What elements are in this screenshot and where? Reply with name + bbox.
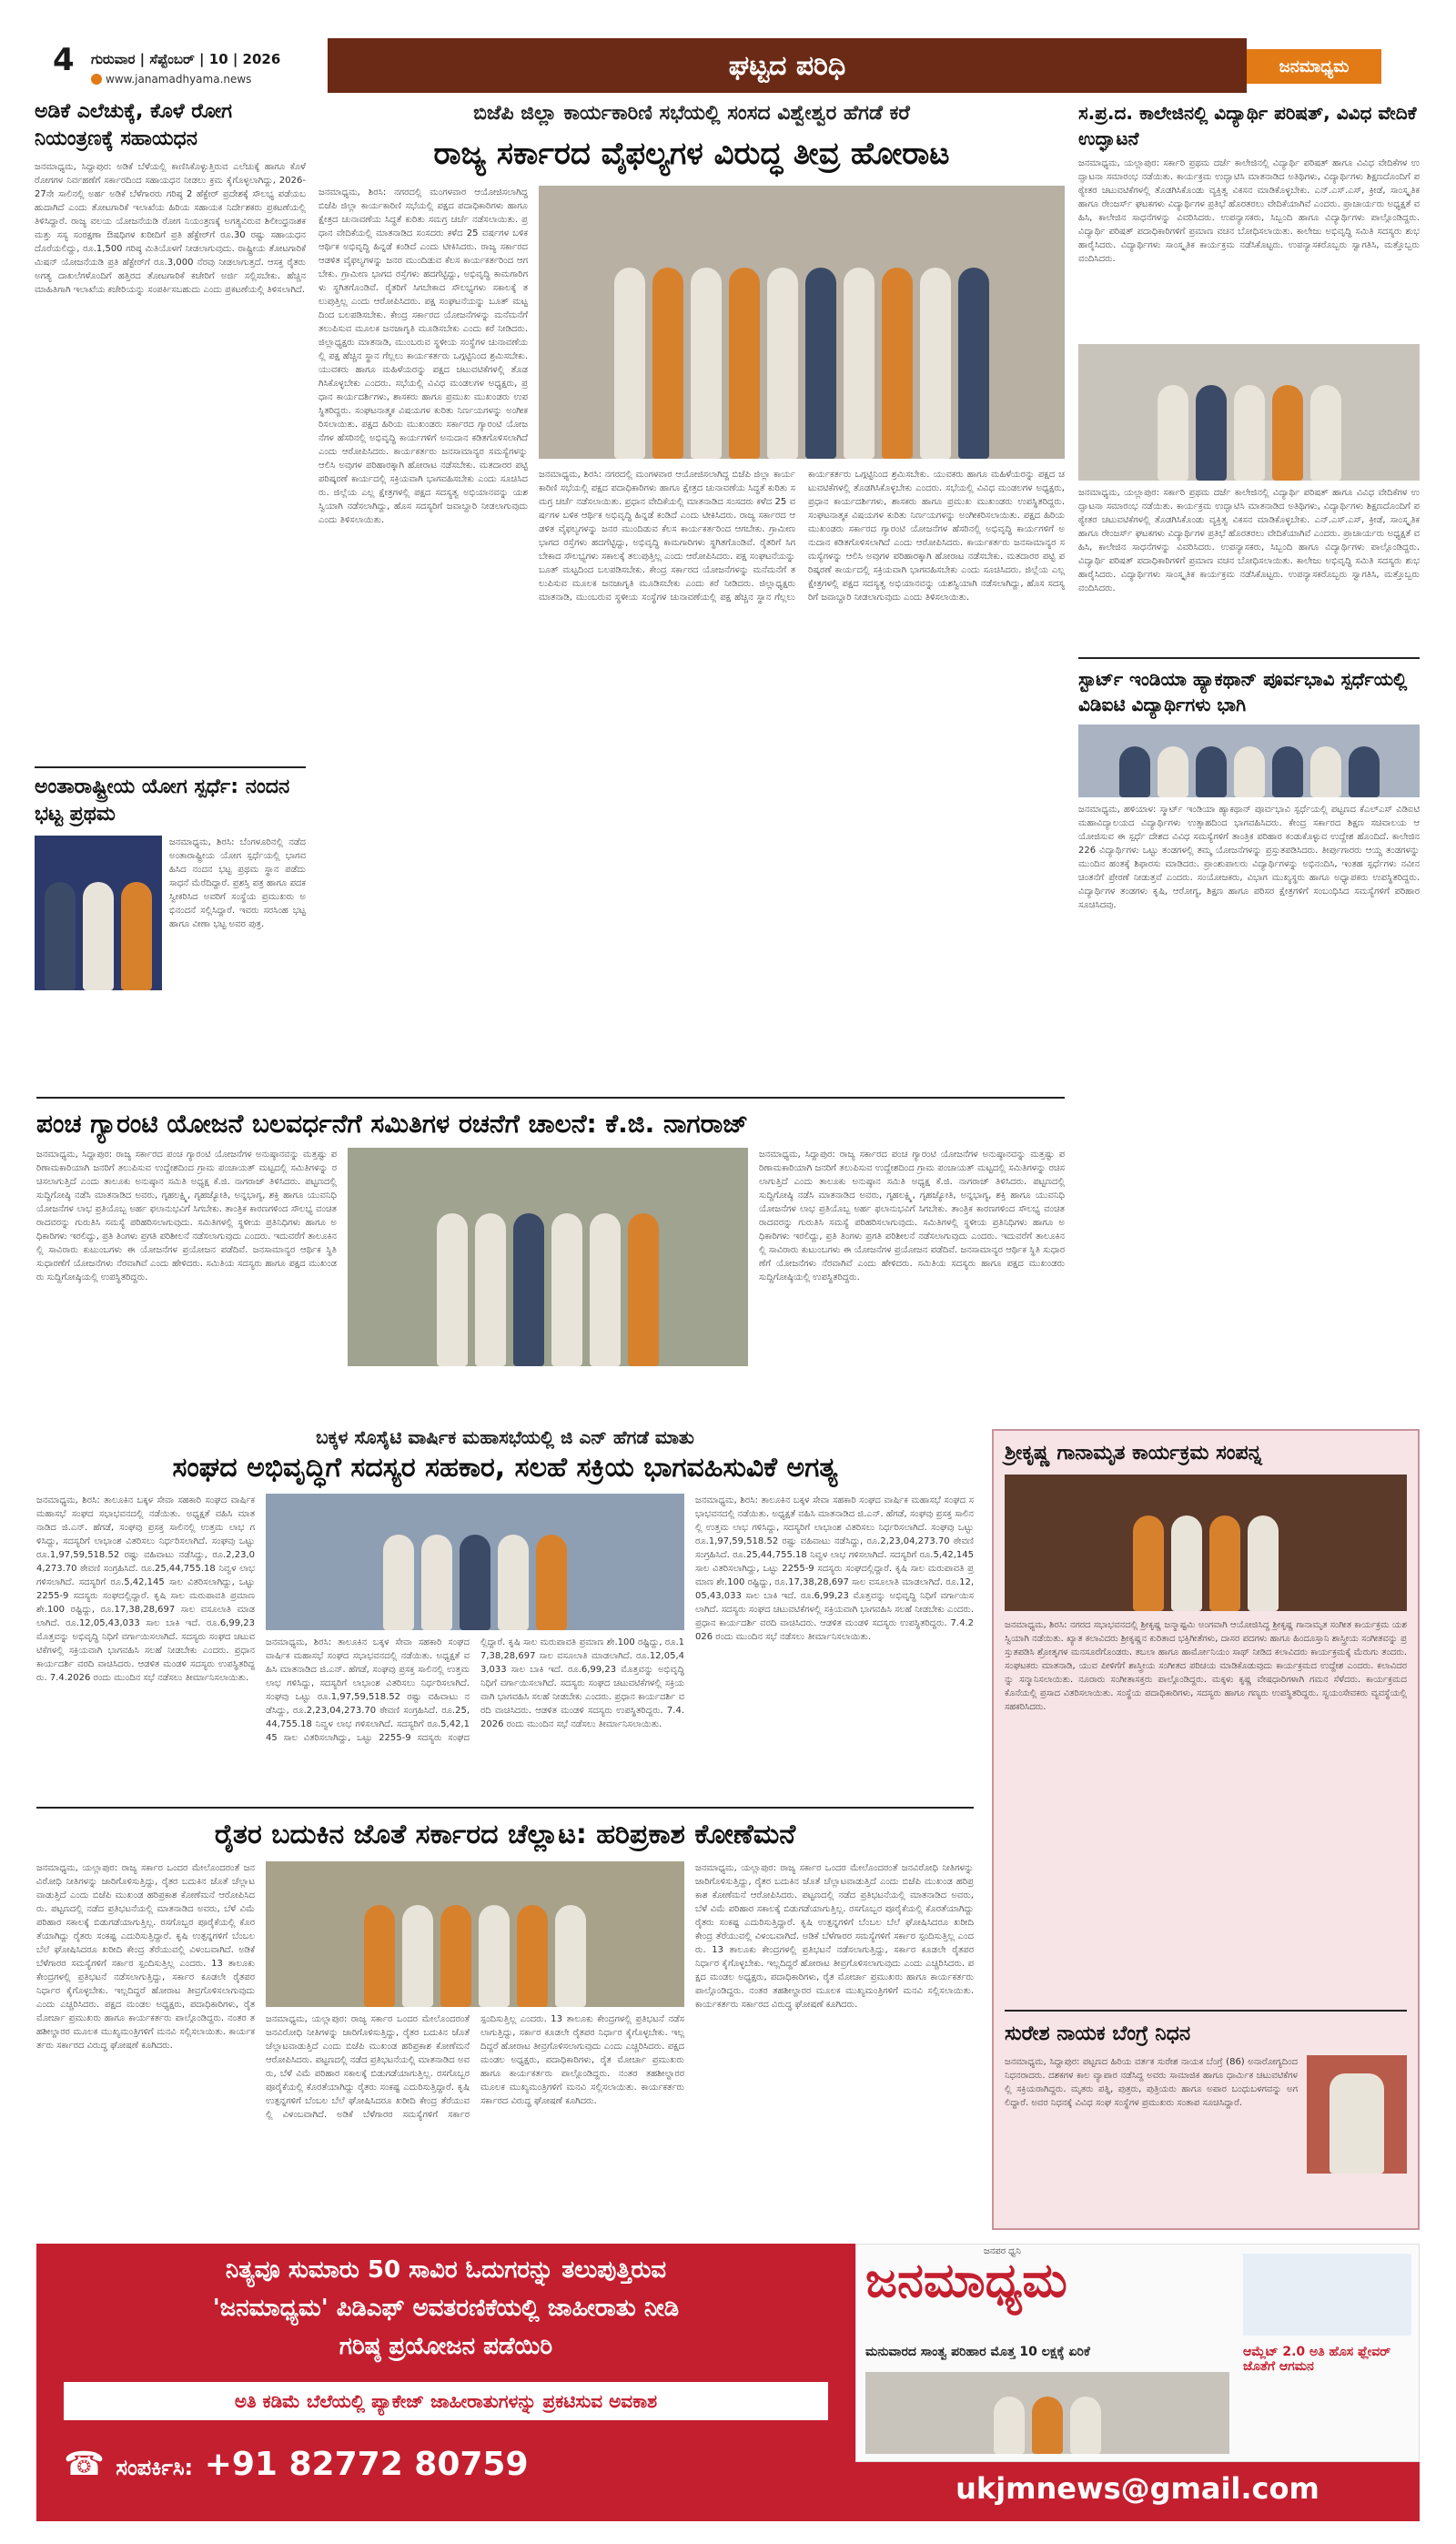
story-body: ಜನಮಾಧ್ಯಮ, ಸಿದ್ದಾಪುರ: ರಾಜ್ಯ ಸರ್ಕಾರದ ಪಂಚ ಗ್ಯಾರಂಟಿ ಯೋಜನೆಗಳ ಅನುಷ್ಠಾನವನ್ನು ಮತ್ತಷ್ಟು ಪರಿಣಾಮಕಾರಿಯಾಗಿ ಜನರಿಗೆ ತಲುಪಿಸುವ ಉದ್ದೇಶದಿಂದ ಗ್ರಾಮ ಪಂಚಾಯತ್ ಮಟ್ಟದಲ್ಲಿ ಸಮಿತಿಗಳನ್ನು ರಚಿಸಲಾಗುತ್ತಿದೆ ಎಂದು ತಾಲೂಕು ಅನುಷ್ಠಾನ ಸಮಿತಿ ಅಧ್ಯಕ್ಷ ಕೆ.ಜಿ. ನಾಗರಾಜ್ ತಿಳಿಸಿದರು. ಪಟ್ಟಣದಲ್ಲಿ ಸುದ್ದಿಗೋಷ್ಠಿ ನಡೆಸಿ ಮಾತನಾಡಿದ ಅವರು, ಗೃಹಲಕ್ಷ್ಮಿ, ಗೃಹಜ್ಯೋತಿ, ಅನ್ನಭಾಗ್ಯ, ಶಕ್ತಿ ಹಾಗೂ ಯುವನಿಧಿ ಯೋಜನೆಗಳ ಲಾಭ ಪ್ರತಿಯೊಬ್ಬ ಅರ್ಹ ಫಲಾನುಭವಿಗೆ ಸಿಗಬೇಕು. ತಾಂತ್ರಿಕ ಕಾರಣಗಳಿಂದ ಸೌಲಭ್ಯ ವಂಚಿತರಾದವರನ್ನು ಗುರುತಿಸಿ ಸಮಸ್ಯೆ ಪರಿಹರಿಸಲಾಗುವುದು. ಸಮಿತಿಗಳಲ್ಲಿ ಸ್ಥಳೀಯ ಪ್ರತಿನಿಧಿಗಳು ಹಾಗೂ ಅಧಿಕಾರಿಗಳು ಇರಲಿದ್ದು, ಪ್ರತಿ ತಿಂಗಳು ಪ್ರಗತಿ ಪರಿಶೀಲನೆ ನಡೆಸಲಾಗುವುದು ಎಂದರು. ಇದುವರೆಗೆ ತಾಲೂಕಿನಲ್ಲಿ ಸಾವಿರಾರು ಕುಟುಂಬಗಳು ಈ ಯೋಜನೆಗಳ ಪ್ರಯೋಜನ ಪಡೆದಿವೆ. ಜನಸಾಮಾನ್ಯರ ಆರ್ಥಿಕ ಸ್ಥಿತಿ ಸುಧಾರಣೆಗೆ ಯೋಜನೆಗಳು ನೆರವಾಗಿವೆ ಎಂದು ಹೇಳಿದರು. ಸಮಿತಿಯ ಸದಸ್ಯರು ಹಾಗೂ ಪಕ್ಷದ ಮುಖಂಡರು ಸುದ್ದಿಗೋಷ್ಠಿಯಲ್ಲಿ ಉಪಸ್ಥಿತರಿದ್ದರು. [36, 1150, 337, 1282]
section-title-bar [328, 38, 1247, 93]
story-body: ಜನಮಾಧ್ಯಮ, ಶಿರಸಿ: ನಗರದ ಸಭಾಭವನದಲ್ಲಿ ಶ್ರೀಕೃಷ್ಣ ಜನ್ಮಾಷ್ಟಮಿ ಅಂಗವಾಗಿ ಆಯೋಜಿಸಿದ್ದ ಶ್ರೀಕೃಷ್ಣ ಗಾನಾಮೃತ ಸಂಗೀತ ಕಾರ್ಯಕ್ರಮ ಯಶಸ್ವಿಯಾಗಿ ನಡೆಯಿತು. ಖ್ಯಾತ ಕಲಾವಿದರು ಶ್ರೀಕೃಷ್ಣನ ಕುರಿತಾದ ಭಕ್ತಿಗೀತೆಗಳು, ದಾಸರ ಪದಗಳು ಹಾಗೂ ಹಿಂದೂಸ್ತಾನಿ ಶಾಸ್ತ್ರೀಯ ಸಂಗೀತವನ್ನು ಪ್ರಸ್ತುತಪಡಿಸಿ ಶ್ರೋತೃಗಳ ಮನಸೂರೆಗೊಂಡರು. ತಬಲಾ ಹಾಗೂ ಹಾರ್ಮೋನಿಯಂ ಸಾಥ್ ನೀಡಿದ ಕಲಾವಿದರು ಕಾರ್ಯಕ್ರಮಕ್ಕೆ ಮೆರುಗು ತಂದರು. ಸಂಘಟಕರು ಮಾತನಾಡಿ, ಯುವ ಪೀಳಿಗೆಗೆ ಶಾಸ್ತ್ರೀಯ ಸಂಗೀತದ ಪರಿಚಯ ಮಾಡಿಕೊಡುವುದು ಕಾರ್ಯಕ್ರಮದ ಉದ್ದೇಶ ಎಂದರು. ಕಲಾವಿದರನ್ನು ಸನ್ಮಾನಿಸಲಾಯಿತು. ನೂರಾರು ಸಂಗೀತಾಸಕ್ತರು ಪಾಲ್ಗೊಂಡಿದ್ದರು. ಮಕ್ಕಳು ಕೃಷ್ಣ ವೇಷಧಾರಿಗಳಾಗಿ ಗಮನ ಸೆಳೆದರು. ಕಾರ್ಯಕ್ರಮದ ಕೊನೆಯಲ್ಲಿ ಪ್ರಸಾದ ವಿತರಿಸಲಾಯಿತು. ಸಂಸ್ಥೆಯ ಪದಾಧಿಕಾರಿಗಳು, ಸದಸ್ಯರು ಹಾಗೂ ಗಣ್ಯರು ಉಪಸ್ಥಿತರಿದ್ದರು. ಸ್ವಯಂಸೇವಕರು ವ್ಯವಸ್ಥೆಯಲ್ಲಿ ಸಹಕರಿಸಿದರು. [1005, 1620, 1407, 1712]
paper-headline-2: ಆಮ್ಲೆಟ್ 2.0 ಅತಿ ಹೊಸ ಫ್ಲೇವರ್ ಜೊತೆಗೆ ಆಗಮನ [1243, 2345, 1391, 2374]
ad-banner[interactable] [36, 2244, 1420, 2521]
photo-music-concert [1005, 1475, 1407, 1611]
story-body-continued: ಜನಮಾಧ್ಯಮ, ಶಿರಸಿ: ತಾಲೂಕಿನ ಬಕ್ಕಳ ಸೇವಾ ಸಹಕಾರಿ ಸಂಘದ ವಾರ್ಷಿಕ ಮಹಾಸಭೆ ಸಂಘದ ಸಭಾಭವನದಲ್ಲಿ ನಡೆಯಿತು. ಅಧ್ಯಕ್ಷತೆ ವಹಿಸಿ ಮಾತನಾಡಿದ ಜಿ.ಎನ್. ಹೆಗಡೆ, ಸಂಘವು ಪ್ರಸಕ್ತ ಸಾಲಿನಲ್ಲಿ ಉತ್ತಮ ಲಾಭ ಗಳಿಸಿದ್ದು, ಸದಸ್ಯರಿಗೆ ಲಾಭಾಂಶ ವಿತರಿಸಲು ನಿರ್ಧರಿಸಲಾಗಿದೆ. ಸಂಘವು ಒಟ್ಟು ರೂ.1,97,59,518.52 ರಷ್ಟು ವಹಿವಾಟು ನಡೆಸಿದ್ದು, ರೂ.2,23,04,273.70 ಠೇವಣಿ ಸಂಗ್ರಹಿಸಿದೆ. ರೂ.25,44,755.18 ನಿವ್ವಳ ಲಾಭ ಗಳಿಸಲಾಗಿದೆ. ಸದಸ್ಯರಿಗೆ ರೂ.5,42,145 ಸಾಲ ವಿತರಿಸಲಾಗಿದ್ದು, ಒಟ್ಟು 2255-9 ಸದಸ್ಯರು ಸಂಘದಲ್ಲಿದ್ದಾರೆ. ಕೃಷಿ ಸಾಲ ಮರುಪಾವತಿ ಪ್ರಮಾಣ ಶೇ.100 ರಷ್ಟಿದ್ದು, ರೂ.17,38,28,697 ಸಾಲ ವಸೂಲಾತಿ ಮಾಡಲಾಗಿದೆ. ರೂ.12,05,43,033 ಸಾಲ ಬಾಕಿ ಇದೆ. ರೂ.6,99,23 ಮೊತ್ತವನ್ನು ಅಭಿವೃದ್ಧಿ ನಿಧಿಗೆ ವರ್ಗಾಯಿಸಲಾಗಿದೆ. ಸದಸ್ಯರು ಸಂಘದ ಚಟುವಟಿಕೆಗಳಲ್ಲಿ ಸಕ್ರಿಯವಾಗಿ ಭಾಗವಹಿಸಿ ಸಲಹೆ ನೀಡಬೇಕು ಎಂದರು. ಪ್ರಧಾನ ಕಾರ್ಯದರ್ಶಿ ವರದಿ ವಾಚಿಸಿದರು. ಆಡಳಿತ ಮಂಡಳಿ ಸದಸ್ಯರು ಉಪಸ್ಥಿತರಿದ್ದರು. 7.4.2026 ರಂದು ಮುಂದಿನ ಸಭೆ ನಡೆಸಲು ತೀರ್ಮಾನಿಸಲಾಯಿತು. [695, 1495, 974, 1642]
story-headline: ಸಂಘದ ಅಭಿವೃದ್ಧಿಗೆ ಸದಸ್ಯರ ಸಹಕಾರ, ಸಲಹೆ ಸಕ್ರಿಯ ಭಾಗವಹಿಸುವಿಕೆ ಅಗತ್ಯ [172, 1452, 838, 1484]
paper-headline-1: ಮನುವಾರದ ಸಾಂತ್ವ ಪರಿಹಾರ ಮೊತ್ತ 10 ಲಕ್ಷಕ್ಕೆ ಏರಿಕೆ [865, 2345, 1090, 2359]
story-headline: ಅಂತಾರಾಷ್ಟ್ರೀಯ ಯೋಗ ಸ್ಪರ್ಧೆ: ನಂದನ ಭಟ್ಟ ಪ್ರಥಮ [35, 775, 290, 826]
story-headline: ಸುರೇಶ ನಾಯಕ ಬೆಂಗ್ರೆ ನಿಧನ [1005, 2022, 1191, 2045]
photo-obituary-portrait [1307, 2055, 1407, 2174]
story-kicker: ಬಿಜೆಪಿ ಜಿಲ್ಲಾ ಕಾರ್ಯಕಾರಿಣಿ ಸಭೆಯಲ್ಲಿ ಸಂಸದ ವಿಶ್ವೇಶ್ವರ ಹೆಗಡೆ ಕರೆ [473, 102, 910, 125]
music-obit-box [992, 1429, 1420, 2230]
paper-side-panel [1243, 2254, 1411, 2336]
story-body: ಜನಮಾಧ್ಯಮ, ಶಿರಸಿ: ಬೆಂಗಳೂರಿನಲ್ಲಿ ನಡೆದ ಅಂತಾರಾಷ್ಟ್ರೀಯ ಯೋಗ ಸ್ಪರ್ಧೆಯಲ್ಲಿ ಭಾಗವಹಿಸಿದ ನಂದನ ಭಟ್ಟ ಪ್ರಥಮ ಸ್ಥಾನ ಪಡೆದು ಸಾಧನೆ ಮೆರೆದಿದ್ದಾರೆ. ಪ್ರಶಸ್ತಿ ಪತ್ರ ಹಾಗೂ ಪದಕ ಸ್ವೀಕರಿಸಿದ ಅವರಿಗೆ ಸಂಸ್ಥೆಯ ಪ್ರಮುಖರು ಅಭಿನಂದನೆ ಸಲ್ಲಿಸಿದ್ದಾರೆ. ಇವರು ಸರಸಿಂಹ ಭಟ್ಟ ಹಾಗೂ ವೀಣಾ ಭಟ್ಟ ಅವರ ಪುತ್ರ. [169, 837, 306, 929]
story-kicker: ಬಕ್ಕಳ ಸೊಸೈಟಿ ವಾರ್ಷಿಕ ಮಹಾಸಭೆಯಲ್ಲಿ ಜಿ ಎನ್ ಹೆಗಡೆ ಮಾತು [316, 1426, 694, 1448]
right-column-top [1078, 100, 1420, 1092]
guarantee-story [36, 1097, 1065, 1370]
paper-photo [865, 2372, 1229, 2454]
story-body-continued: ಜನಮಾಧ್ಯಮ, ಶಿರಸಿ: ತಾಲೂಕಿನ ಬಕ್ಕಳ ಸೇವಾ ಸಹಕಾರಿ ಸಂಘದ ವಾರ್ಷಿಕ ಮಹಾಸಭೆ ಸಂಘದ ಸಭಾಭವನದಲ್ಲಿ ನಡೆಯಿತು. ಅಧ್ಯಕ್ಷತೆ ವಹಿಸಿ ಮಾತನಾಡಿದ ಜಿ.ಎನ್. ಹೆಗಡೆ, ಸಂಘವು ಪ್ರಸಕ್ತ ಸಾಲಿನಲ್ಲಿ ಉತ್ತಮ ಲಾಭ ಗಳಿಸಿದ್ದು, ಸದಸ್ಯರಿಗೆ ಲಾಭಾಂಶ ವಿತರಿಸಲು ನಿರ್ಧರಿಸಲಾಗಿದೆ. ಸಂಘವು ಒಟ್ಟು ರೂ.1,97,59,518.52 ರಷ್ಟು ವಹಿವಾಟು ನಡೆಸಿದ್ದು, ರೂ.2,23,04,273.70 ಠೇವಣಿ ಸಂಗ್ರಹಿಸಿದೆ. ರೂ.25,44,755.18 ನಿವ್ವಳ ಲಾಭ ಗಳಿಸಲಾಗಿದೆ. ಸದಸ್ಯರಿಗೆ ರೂ.5,42,145 ಸಾಲ ವಿತರಿಸಲಾಗಿದ್ದು, ಒಟ್ಟು 2255-9 ಸದಸ್ಯರು ಸಂಘದಲ್ಲಿದ್ದಾರೆ. ಕೃಷಿ ಸಾಲ ಮರುಪಾವತಿ ಪ್ರಮಾಣ ಶೇ.100 ರಷ್ಟಿದ್ದು, ರೂ.17,38,28,697 ಸಾಲ ವಸೂಲಾತಿ ಮಾಡಲಾಗಿದೆ. ರೂ.12,05,43,033 ಸಾಲ ಬಾಕಿ ಇದೆ. ರೂ.6,99,23 ಮೊತ್ತವನ್ನು ಅಭಿವೃದ್ಧಿ ನಿಧಿಗೆ ವರ್ಗಾಯಿಸಲಾಗಿದೆ. ಸದಸ್ಯರು ಸಂಘದ ಚಟುವಟಿಕೆಗಳಲ್ಲಿ ಸಕ್ರಿಯವಾಗಿ ಭಾಗವಹಿಸಿ ಸಲಹೆ ನೀಡಬೇಕು ಎಂದರು. ಪ್ರಧಾನ ಕಾರ್ಯದರ್ಶಿ ವರದಿ ವಾಚಿಸಿದರು. ಆಡಳಿತ ಮಂಡಳಿ ಸದಸ್ಯರು ಉಪಸ್ಥಿತರಿದ್ದರು. 7.4.2026 ರಂದು ಮುಂದಿನ ಸಭೆ ನಡೆಸಲು ತೀರ್ಮಾನಿಸಲಾಯಿತು. [266, 1637, 684, 1743]
ad-line-2: 'ಜನಮಾಧ್ಯಮ' ಪಿಡಿಎಫ್ ಅವತರಣಿಕೆಯಲ್ಲಿ ಜಾಹೀರಾತು ನೀಡಿ [212, 2295, 680, 2322]
ad-highlight: ಅತಿ ಕಡಿಮೆ ಬೆಲೆಯಲ್ಲಿ ಪ್ಯಾಕೇಜ್ ಜಾಹೀರಾತುಗಳನ್ನು ಪ್ರಕಟಿಸುವ ಅವಕಾಶ [64, 2382, 828, 2420]
photo-yoga-winner [35, 836, 162, 990]
story-body: ಜನಮಾಧ್ಯಮ, ಹಳಿಯಾಳ: ಸ್ಮಾರ್ಟ್ ಇಂಡಿಯಾ ಹ್ಯಾಕಥಾನ್ ಪೂರ್ವಭಾವಿ ಸ್ಪರ್ಧೆಯಲ್ಲಿ ಪಟ್ಟಣದ ಕೆಎಲ್‌ಎಸ್ ವಿಡಿಐಟಿ ಮಹಾವಿದ್ಯಾಲಯದ ವಿದ್ಯಾರ್ಥಿಗಳು ಉತ್ಸಾಹದಿಂದ ಭಾಗವಹಿಸಿದರು. ಕೇಂದ್ರ ಸರ್ಕಾರದ ಶಿಕ್ಷಣ ಸಚಿವಾಲಯ ಆಯೋಜಿಸುವ ಈ ಸ್ಪರ್ಧೆ ದೇಶದ ವಿವಿಧ ಸಮಸ್ಯೆಗಳಿಗೆ ತಾಂತ್ರಿಕ ಪರಿಹಾರ ಕಂಡುಕೊಳ್ಳುವ ಉದ್ದೇಶ ಹೊಂದಿದೆ. ಕಾಲೇಜಿನ 226 ವಿದ್ಯಾರ್ಥಿಗಳು ಒಟ್ಟು ತಂಡಗಳಲ್ಲಿ ತಮ್ಮ ಯೋಜನೆಗಳನ್ನು ಪ್ರಸ್ತುತಪಡಿಸಿದರು. ತೀರ್ಪುಗಾರರು ಆಯ್ದ ತಂಡಗಳನ್ನು ಮುಂದಿನ ಹಂತಕ್ಕೆ ಶಿಫಾರಸು ಮಾಡಿದರು. ಪ್ರಾಂಶುಪಾಲರು ವಿದ್ಯಾರ್ಥಿಗಳನ್ನು ಅಭಿನಂದಿಸಿ, ಇಂತಹ ಸ್ಪರ್ಧೆಗಳು ನವೀನ ಚಿಂತನೆಗೆ ಪ್ರೇರಣೆ ನೀಡುತ್ತವೆ ಎಂದರು. ಸಂಯೋಜಕರು, ವಿಭಾಗ ಮುಖ್ಯಸ್ಥರು ಹಾಗೂ ಅಧ್ಯಾಪಕರು ಉಪಸ್ಥಿತರಿದ್ದರು. ವಿದ್ಯಾರ್ಥಿಗಳ ತಂಡಗಳು ಕೃಷಿ, ಆರೋಗ್ಯ, ಶಿಕ್ಷಣ ಹಾಗೂ ಪರಿಸರ ಕ್ಷೇತ್ರಗಳಿಗೆ ಸಂಬಂಧಿಸಿದ ಸಮಸ್ಯೆಗಳಿಗೆ ಪರಿಹಾರ ಸೂಚಿಸಿದವು. [1078, 805, 1420, 910]
globe-icon [91, 74, 102, 85]
society-story [36, 1424, 974, 1798]
story-body-continued: ಜನಮಾಧ್ಯಮ, ಯಲ್ಲಾಪುರ: ಸರ್ಕಾರಿ ಪ್ರಥಮ ದರ್ಜೆ ಕಾಲೇಜಿನಲ್ಲಿ ವಿದ್ಯಾರ್ಥಿ ಪರಿಷತ್ ಹಾಗೂ ವಿವಿಧ ವೇದಿಕೆಗಳ ಉದ್ಘಾಟನಾ ಸಮಾರಂಭ ನಡೆಯಿತು. ಕಾರ್ಯಕ್ರಮ ಉದ್ಘಾಟಿಸಿ ಮಾತನಾಡಿದ ಅತಿಥಿಗಳು, ವಿದ್ಯಾರ್ಥಿಗಳು ಶಿಕ್ಷಣದೊಂದಿಗೆ ಪಠ್ಯೇತರ ಚಟುವಟಿಕೆಗಳಲ್ಲಿ ತೊಡಗಿಸಿಕೊಂಡು ವ್ಯಕ್ತಿತ್ವ ವಿಕಸನ ಮಾಡಿಕೊಳ್ಳಬೇಕು. ಎನ್.ಎಸ್.ಎಸ್, ಕ್ರೀಡೆ, ಸಾಂಸ್ಕೃತಿಕ ಹಾಗೂ ರೇಂಜರ್ಸ್ ಘಟಕಗಳು ವಿದ್ಯಾರ್ಥಿಗಳ ಪ್ರತಿಭೆ ಹೊರತರಲು ವೇದಿಕೆಯಾಗಿವೆ ಎಂದರು. ಪ್ರಾಚಾರ್ಯರು ಅಧ್ಯಕ್ಷತೆ ವಹಿಸಿ, ಕಾಲೇಜಿನ ಸಾಧನೆಗಳನ್ನು ವಿವರಿಸಿದರು. ಉಪನ್ಯಾಸಕರು, ಸಿಬ್ಬಂದಿ ಹಾಗೂ ವಿದ್ಯಾರ್ಥಿಗಳು ಪಾಲ್ಗೊಂಡಿದ್ದರು. ವಿದ್ಯಾರ್ಥಿ ಪರಿಷತ್ ಪದಾಧಿಕಾರಿಗಳಿಗೆ ಪ್ರಮಾಣ ವಚನ ಬೋಧಿಸಲಾಯಿತು. ಕಾಲೇಜು ಅಭಿವೃದ್ಧಿ ಸಮಿತಿ ಸದಸ್ಯರು ಶುಭ ಹಾರೈಸಿದರು. ವಿದ್ಯಾರ್ಥಿಗಳು ಸಾಂಸ್ಕೃತಿಕ ಕಾರ್ಯಕ್ರಮ ನಡೆಸಿಕೊಟ್ಟರು. ಉಪನ್ಯಾಸಕರೊಬ್ಬರು ಸ್ವಾಗತಿಸಿ, ಮತ್ತೊಬ್ಬರು ವಂದಿಸಿದರು. [1078, 488, 1420, 593]
story-headline: ಅಡಿಕೆ ಎಲೆಚುಕ್ಕೆ, ಕೊಳೆ ರೋಗ ನಿಯಂತ್ರಣಕ್ಕೆ ಸಹಾಯಧನ [35, 100, 233, 150]
ad-contact[interactable] [64, 2446, 828, 2483]
ad-email[interactable]: ukjmnews@gmail.com [956, 2471, 1320, 2506]
brand-label: ಜನಮಾಧ್ಯಮ [1279, 56, 1350, 76]
farmers-story [36, 1807, 974, 2235]
photo-college-event [1078, 344, 1420, 481]
story-headline: ಶ್ರೀಕೃಷ್ಣ ಗಾನಾಮೃತ ಕಾರ್ಯಕ್ರಮ ಸಂಪನ್ನ [1005, 1442, 1262, 1465]
story-headline: ರೈತರ ಬದುಕಿನ ಜೊತೆ ಸರ್ಕಾರದ ಚೆಲ್ಲಾಟ: ಹರಿಪ್ರಕಾಶ ಕೋಣೆಮನೆ [214, 1819, 796, 1850]
photo-hackathon [1078, 725, 1420, 797]
story-body: ಜನಮಾಧ್ಯಮ, ಸಿದ್ದಾಪುರ: ಪಟ್ಟಣದ ಹಿರಿಯ ವರ್ತಕ ಸುರೇಶ ನಾಯಕ ಬೆಂಗ್ರೆ (86) ಅನಾರೋಗ್ಯದಿಂದ ನಿಧನರಾದರು. ದಶಕಗಳ ಕಾಲ ವ್ಯಾಪಾರ ನಡೆಸಿದ್ದ ಅವರು ಸಾಮಾಜಿಕ ಹಾಗೂ ಧಾರ್ಮಿಕ ಚಟುವಟಿಕೆಗಳಲ್ಲಿ ಸಕ್ರಿಯರಾಗಿದ್ದರು. ಮೃತರು ಪತ್ನಿ, ಪುತ್ರರು, ಪುತ್ರಿಯರು ಹಾಗೂ ಅಪಾರ ಬಂಧುಬಳಗವನ್ನು ಅಗಲಿದ್ದಾರೆ. ಅವರ ನಿಧನಕ್ಕೆ ವಿವಿಧ ಸಂಘ ಸಂಸ್ಥೆಗಳ ಪ್ರಮುಖರು ಸಂತಾಪ ಸೂಚಿಸಿದ್ದಾರೆ. [1005, 2057, 1298, 2108]
section-title: ಘಟ್ಟದ ಪರಿಧಿ [728, 49, 846, 82]
brand-tab [1247, 49, 1381, 84]
date-line: ಗುರುವಾರ | ಸೆಪ್ಟೆಂಬರ್ | 10 | 2026 [91, 51, 281, 67]
story-headline: ಪಂಚ ಗ್ಯಾರಂಟಿ ಯೋಜನೆ ಬಲವರ್ಧನೆಗೆ ಸಮಿತಿಗಳ ರಚನೆಗೆ ಚಾಲನೆ: ಕೆ.ಜಿ. ನಾಗರಾಜ್ [36, 1109, 749, 1139]
divider [1078, 657, 1420, 659]
story-body: ಜನಮಾಧ್ಯಮ, ಯಲ್ಲಾಪುರ: ಸರ್ಕಾರಿ ಪ್ರಥಮ ದರ್ಜೆ ಕಾಲೇಜಿನಲ್ಲಿ ವಿದ್ಯಾರ್ಥಿ ಪರಿಷತ್ ಹಾಗೂ ವಿವಿಧ ವೇದಿಕೆಗಳ ಉದ್ಘಾಟನಾ ಸಮಾರಂಭ ನಡೆಯಿತು. ಕಾರ್ಯಕ್ರಮ ಉದ್ಘಾಟಿಸಿ ಮಾತನಾಡಿದ ಅತಿಥಿಗಳು, ವಿದ್ಯಾರ್ಥಿಗಳು ಶಿಕ್ಷಣದೊಂದಿಗೆ ಪಠ್ಯೇತರ ಚಟುವಟಿಕೆಗಳಲ್ಲಿ ತೊಡಗಿಸಿಕೊಂಡು ವ್ಯಕ್ತಿತ್ವ ವಿಕಸನ ಮಾಡಿಕೊಳ್ಳಬೇಕು. ಎನ್.ಎಸ್.ಎಸ್, ಕ್ರೀಡೆ, ಸಾಂಸ್ಕೃತಿಕ ಹಾಗೂ ರೇಂಜರ್ಸ್ ಘಟಕಗಳು ವಿದ್ಯಾರ್ಥಿಗಳ ಪ್ರತಿಭೆ ಹೊರತರಲು ವೇದಿಕೆಯಾಗಿವೆ ಎಂದರು. ಪ್ರಾಚಾರ್ಯರು ಅಧ್ಯಕ್ಷತೆ ವಹಿಸಿ, ಕಾಲೇಜಿನ ಸಾಧನೆಗಳನ್ನು ವಿವರಿಸಿದರು. ಉಪನ್ಯಾಸಕರು, ಸಿಬ್ಬಂದಿ ಹಾಗೂ ವಿದ್ಯಾರ್ಥಿಗಳು ಪಾಲ್ಗೊಂಡಿದ್ದರು. ವಿದ್ಯಾರ್ಥಿ ಪರಿಷತ್ ಪದಾಧಿಕಾರಿಗಳಿಗೆ ಪ್ರಮಾಣ ವಚನ ಬೋಧಿಸಲಾಯಿತು. ಕಾಲೇಜು ಅಭಿವೃದ್ಧಿ ಸಮಿತಿ ಸದಸ್ಯರು ಶುಭ ಹಾರೈಸಿದರು. ವಿದ್ಯಾರ್ಥಿಗಳು ಸಾಂಸ್ಕೃತಿಕ ಕಾರ್ಯಕ್ರಮ ನಡೆಸಿಕೊಟ್ಟರು. ಉಪನ್ಯಾಸಕರೊಬ್ಬರು ಸ್ವಾಗತಿಸಿ, ಮತ್ತೊಬ್ಬರು ವಂದಿಸಿದರು. [1078, 158, 1420, 264]
story-body-continued: ಜನಮಾಧ್ಯಮ, ಯಲ್ಲಾಪುರ: ರಾಜ್ಯ ಸರ್ಕಾರ ಒಂದರ ಮೇಲೊಂದರಂತೆ ಜನವಿರೋಧಿ ನೀತಿಗಳನ್ನು ಜಾರಿಗೊಳಿಸುತ್ತಿದ್ದು, ರೈತರ ಬದುಕಿನ ಜೊತೆ ಚೆಲ್ಲಾಟವಾಡುತ್ತಿದೆ ಎಂದು ಬಿಜೆಪಿ ಮುಖಂಡ ಹರಿಪ್ರಕಾಶ ಕೋಣೆಮನೆ ಆರೋಪಿಸಿದರು. ಪಟ್ಟಣದಲ್ಲಿ ನಡೆದ ಪ್ರತಿಭಟನೆಯಲ್ಲಿ ಮಾತನಾಡಿದ ಅವರು, ಬೆಳೆ ವಿಮೆ ಪರಿಹಾರ ಸಕಾಲಕ್ಕೆ ಬಿಡುಗಡೆಯಾಗುತ್ತಿಲ್ಲ. ರಸಗೊಬ್ಬರ ಪೂರೈಕೆಯಲ್ಲಿ ಕೊರತೆಯಾಗಿದ್ದು ರೈತರು ಸಂಕಷ್ಟ ಎದುರಿಸುತ್ತಿದ್ದಾರೆ. ಕೃಷಿ ಉತ್ಪನ್ನಗಳಿಗೆ ಬೆಂಬಲ ಬೆಲೆ ಘೋಷಿಸಿದರೂ ಖರೀದಿ ಕೇಂದ್ರ ತೆರೆಯುವಲ್ಲಿ ವಿಳಂಬವಾಗಿದೆ. ಅಡಿಕೆ ಬೆಳೆಗಾರರ ಸಮಸ್ಯೆಗಳಿಗೆ ಸರ್ಕಾರ ಸ್ಪಂದಿಸುತ್ತಿಲ್ಲ ಎಂದರು. 13 ತಾಲೂಕು ಕೇಂದ್ರಗಳಲ್ಲಿ ಪ್ರತಿಭಟನೆ ನಡೆಸಲಾಗುತ್ತಿದ್ದು, ಸರ್ಕಾರ ಕೂಡಲೇ ರೈತಪರ ನಿರ್ಧಾರ ಕೈಗೊಳ್ಳಬೇಕು. ಇಲ್ಲದಿದ್ದರೆ ಹೋರಾಟ ತೀವ್ರಗೊಳಿಸಲಾಗುವುದು ಎಂದು ಎಚ್ಚರಿಸಿದರು. ಪಕ್ಷದ ಮಂಡಲ ಅಧ್ಯಕ್ಷರು, ಪದಾಧಿಕಾರಿಗಳು, ರೈತ ಮೋರ್ಚಾ ಪ್ರಮುಖರು ಹಾಗೂ ಕಾರ್ಯಕರ್ತರು ಪಾಲ್ಗೊಂಡಿದ್ದರು. ನಂತರ ತಹಶೀಲ್ದಾರರ ಮೂಲಕ ಮುಖ್ಯಮಂತ್ರಿಗಳಿಗೆ ಮನವಿ ಸಲ್ಲಿಸಲಾಯಿತು. ಕಾರ್ಯಕರ್ತರು ಸರ್ಕಾರದ ವಿರುದ್ಧ ಘೋಷಣೆ ಕೂಗಿದರು. [266, 2014, 684, 2120]
contact-phone[interactable]: +91 82772 80759 [204, 2446, 529, 2483]
ad-text-block [36, 2244, 855, 2521]
photo-society-meeting [266, 1494, 684, 1630]
photo-bjp-meeting [539, 186, 1065, 459]
story-headline: ರಾಜ್ಯ ಸರ್ಕಾರದ ವೈಫಲ್ಯಗಳ ವಿರುದ್ಧ ತೀವ್ರ ಹೋರಾಟ [433, 136, 950, 172]
photo-press-meet [348, 1148, 748, 1366]
story-body-continued: ಜನಮಾಧ್ಯಮ, ಸಿದ್ದಾಪುರ: ರಾಜ್ಯ ಸರ್ಕಾರದ ಪಂಚ ಗ್ಯಾರಂಟಿ ಯೋಜನೆಗಳ ಅನುಷ್ಠಾನವನ್ನು ಮತ್ತಷ್ಟು ಪರಿಣಾಮಕಾರಿಯಾಗಿ ಜನರಿಗೆ ತಲುಪಿಸುವ ಉದ್ದೇಶದಿಂದ ಗ್ರಾಮ ಪಂಚಾಯತ್ ಮಟ್ಟದಲ್ಲಿ ಸಮಿತಿಗಳನ್ನು ರಚಿಸಲಾಗುತ್ತಿದೆ ಎಂದು ತಾಲೂಕು ಅನುಷ್ಠಾನ ಸಮಿತಿ ಅಧ್ಯಕ್ಷ ಕೆ.ಜಿ. ನಾಗರಾಜ್ ತಿಳಿಸಿದರು. ಪಟ್ಟಣದಲ್ಲಿ ಸುದ್ದಿಗೋಷ್ಠಿ ನಡೆಸಿ ಮಾತನಾಡಿದ ಅವರು, ಗೃಹಲಕ್ಷ್ಮಿ, ಗೃಹಜ್ಯೋತಿ, ಅನ್ನಭಾಗ್ಯ, ಶಕ್ತಿ ಹಾಗೂ ಯುವನಿಧಿ ಯೋಜನೆಗಳ ಲಾಭ ಪ್ರತಿಯೊಬ್ಬ ಅರ್ಹ ಫಲಾನುಭವಿಗೆ ಸಿಗಬೇಕು. ತಾಂತ್ರಿಕ ಕಾರಣಗಳಿಂದ ಸೌಲಭ್ಯ ವಂಚಿತರಾದವರನ್ನು ಗುರುತಿಸಿ ಸಮಸ್ಯೆ ಪರಿಹರಿಸಲಾಗುವುದು. ಸಮಿತಿಗಳಲ್ಲಿ ಸ್ಥಳೀಯ ಪ್ರತಿನಿಧಿಗಳು ಹಾಗೂ ಅಧಿಕಾರಿಗಳು ಇರಲಿದ್ದು, ಪ್ರತಿ ತಿಂಗಳು ಪ್ರಗತಿ ಪರಿಶೀಲನೆ ನಡೆಸಲಾಗುವುದು ಎಂದರು. ಇದುವರೆಗೆ ತಾಲೂಕಿನಲ್ಲಿ ಸಾವಿರಾರು ಕುಟುಂಬಗಳು ಈ ಯೋಜನೆಗಳ ಪ್ರಯೋಜನ ಪಡೆದಿವೆ. ಜನಸಾಮಾನ್ಯರ ಆರ್ಥಿಕ ಸ್ಥಿತಿ ಸುಧಾರಣೆಗೆ ಯೋಜನೆಗಳು ನೆರವಾಗಿವೆ ಎಂದು ಹೇಳಿದರು. ಸಮಿತಿಯ ಸದಸ್ಯರು ಹಾಗೂ ಪಕ್ಷದ ಮುಖಂಡರು ಸುದ್ದಿಗೋಷ್ಠಿಯಲ್ಲಿ ಉಪಸ್ಥಿತರಿದ್ದರು. [759, 1150, 1065, 1282]
story-body-continued: ಜನಮಾಧ್ಯಮ, ಯಲ್ಲಾಪುರ: ರಾಜ್ಯ ಸರ್ಕಾರ ಒಂದರ ಮೇಲೊಂದರಂತೆ ಜನವಿರೋಧಿ ನೀತಿಗಳನ್ನು ಜಾರಿಗೊಳಿಸುತ್ತಿದ್ದು, ರೈತರ ಬದುಕಿನ ಜೊತೆ ಚೆಲ್ಲಾಟವಾಡುತ್ತಿದೆ ಎಂದು ಬಿಜೆಪಿ ಮುಖಂಡ ಹರಿಪ್ರಕಾಶ ಕೋಣೆಮನೆ ಆರೋಪಿಸಿದರು. ಪಟ್ಟಣದಲ್ಲಿ ನಡೆದ ಪ್ರತಿಭಟನೆಯಲ್ಲಿ ಮಾತನಾಡಿದ ಅವರು, ಬೆಳೆ ವಿಮೆ ಪರಿಹಾರ ಸಕಾಲಕ್ಕೆ ಬಿಡುಗಡೆಯಾಗುತ್ತಿಲ್ಲ. ರಸಗೊಬ್ಬರ ಪೂರೈಕೆಯಲ್ಲಿ ಕೊರತೆಯಾಗಿದ್ದು ರೈತರು ಸಂಕಷ್ಟ ಎದುರಿಸುತ್ತಿದ್ದಾರೆ. ಕೃಷಿ ಉತ್ಪನ್ನಗಳಿಗೆ ಬೆಂಬಲ ಬೆಲೆ ಘೋಷಿಸಿದರೂ ಖರೀದಿ ಕೇಂದ್ರ ತೆರೆಯುವಲ್ಲಿ ವಿಳಂಬವಾಗಿದೆ. ಅಡಿಕೆ ಬೆಳೆಗಾರರ ಸಮಸ್ಯೆಗಳಿಗೆ ಸರ್ಕಾರ ಸ್ಪಂದಿಸುತ್ತಿಲ್ಲ ಎಂದರು. 13 ತಾಲೂಕು ಕೇಂದ್ರಗಳಲ್ಲಿ ಪ್ರತಿಭಟನೆ ನಡೆಸಲಾಗುತ್ತಿದ್ದು, ಸರ್ಕಾರ ಕೂಡಲೇ ರೈತಪರ ನಿರ್ಧಾರ ಕೈಗೊಳ್ಳಬೇಕು. ಇಲ್ಲದಿದ್ದರೆ ಹೋರಾಟ ತೀವ್ರಗೊಳಿಸಲಾಗುವುದು ಎಂದು ಎಚ್ಚರಿಸಿದರು. ಪಕ್ಷದ ಮಂಡಲ ಅಧ್ಯಕ್ಷರು, ಪದಾಧಿಕಾರಿಗಳು, ರೈತ ಮೋರ್ಚಾ ಪ್ರಮುಖರು ಹಾಗೂ ಕಾರ್ಯಕರ್ತರು ಪಾಲ್ಗೊಂಡಿದ್ದರು. ನಂತರ ತಹಶೀಲ್ದಾರರ ಮೂಲಕ ಮುಖ್ಯಮಂತ್ರಿಗಳಿಗೆ ಮನವಿ ಸಲ್ಲಿಸಲಾಯಿತು. ಕಾರ್ಯಕರ್ತರು ಸರ್ಕಾರದ ವಿರುದ್ಧ ಘೋಷಣೆ ಕೂಗಿದರು. [695, 1863, 974, 2010]
website-url[interactable]: www.janamadhyama.news [106, 73, 252, 86]
ad-line-1: ನಿತ್ಯವೂ ಸುಮಾರು 50 ಸಾವಿರ ಓದುಗರನ್ನು ತಲುಪುತ್ತಿರುವ [225, 2256, 667, 2284]
story-body-continued: ಜನಮಾಧ್ಯಮ, ಶಿರಸಿ: ನಗರದಲ್ಲಿ ಮಂಗಳವಾರ ಆಯೋಜಿಸಲಾಗಿದ್ದ ಬಿಜೆಪಿ ಜಿಲ್ಲಾ ಕಾರ್ಯಕಾರಿಣಿ ಸಭೆಯಲ್ಲಿ ಪಕ್ಷದ ಪದಾಧಿಕಾರಿಗಳು ಹಾಗೂ ಕ್ಷೇತ್ರದ ಚುನಾವಣೆಯ ಸಿದ್ಧತೆ ಕುರಿತು ಸಮಗ್ರ ಚರ್ಚೆ ನಡೆಸಲಾಯಿತು. ಪ್ರಧಾನ ವೇದಿಕೆಯಲ್ಲಿ ಮಾತನಾಡಿದ ಸಂಸದರು ಕಳೆದ 25 ವರ್ಷಗಳ ಬಳಿಕ ಆರ್ಥಿಕ ಅಭಿವೃದ್ಧಿ ಹಿನ್ನಡೆ ಕಂಡಿದೆ ಎಂದು ಟೀಕಿಸಿದರು. ರಾಜ್ಯ ಸರ್ಕಾರದ ಆಡಳಿತ ವೈಫಲ್ಯಗಳನ್ನು ಜನರ ಮುಂದಿಡುವ ಕೆಲಸ ಕಾರ್ಯಕರ್ತರಿಂದ ಆಗಬೇಕು. ಗ್ರಾಮೀಣ ಭಾಗದ ರಸ್ತೆಗಳು ಹದಗೆಟ್ಟಿದ್ದು, ಅಭಿವೃದ್ಧಿ ಕಾಮಗಾರಿಗಳು ಸ್ಥಗಿತಗೊಂಡಿವೆ. ರೈತರಿಗೆ ಸಿಗಬೇಕಾದ ಸೌಲಭ್ಯಗಳು ಸಕಾಲಕ್ಕೆ ತಲುಪುತ್ತಿಲ್ಲ ಎಂದು ಆರೋಪಿಸಿದರು. ಪಕ್ಷ ಸಂಘಟನೆಯನ್ನು ಬೂತ್ ಮಟ್ಟದಿಂದ ಬಲಪಡಿಸಬೇಕು. ಕೇಂದ್ರ ಸರ್ಕಾರದ ಯೋಜನೆಗಳನ್ನು ಮನೆಮನೆಗೆ ತಲುಪಿಸುವ ಮೂಲಕ ಜನಜಾಗೃತಿ ಮೂಡಿಸಬೇಕು ಎಂದು ಕರೆ ನೀಡಿದರು. ಜಿಲ್ಲಾಧ್ಯಕ್ಷರು ಮಾತನಾಡಿ, ಮುಂಬರುವ ಸ್ಥಳೀಯ ಸಂಸ್ಥೆಗಳ ಚುನಾವಣೆಯಲ್ಲಿ ಪಕ್ಷ ಹೆಚ್ಚಿನ ಸ್ಥಾನ ಗೆಲ್ಲಲು ಕಾರ್ಯಕರ್ತರು ಒಗ್ಗಟ್ಟಿನಿಂದ ಶ್ರಮಿಸಬೇಕು. ಯುವಕರು ಹಾಗೂ ಮಹಿಳೆಯರನ್ನು ಪಕ್ಷದ ಚಟುವಟಿಕೆಗಳಲ್ಲಿ ತೊಡಗಿಸಿಕೊಳ್ಳಬೇಕು ಎಂದರು. ಸಭೆಯಲ್ಲಿ ವಿವಿಧ ಮಂಡಲಗಳ ಅಧ್ಯಕ್ಷರು, ಪ್ರಧಾನ ಕಾರ್ಯದರ್ಶಿಗಳು, ಶಾಸಕರು ಹಾಗೂ ಪ್ರಮುಖ ಮುಖಂಡರು ಉಪಸ್ಥಿತರಿದ್ದರು. ಸಂಘಟನಾತ್ಮಕ ವಿಷಯಗಳ ಕುರಿತು ನಿರ್ಣಯಗಳನ್ನು ಅಂಗೀಕರಿಸಲಾಯಿತು. ಪಕ್ಷದ ಹಿರಿಯ ಮುಖಂಡರು ಸರ್ಕಾರದ ಗ್ಯಾರಂಟಿ ಯೋಜನೆಗಳ ಹೆಸರಿನಲ್ಲಿ ಅಭಿವೃದ್ಧಿ ಕಾರ್ಯಗಳಿಗೆ ಅನುದಾನ ಕಡಿತಗೊಳಿಸಲಾಗಿದೆ ಎಂದು ಆರೋಪಿಸಿದರು. ಕಾರ್ಯಕರ್ತರು ಜನಸಾಮಾನ್ಯರ ಸಮಸ್ಯೆಗಳನ್ನು ಆಲಿಸಿ ಅವುಗಳ ಪರಿಹಾರಕ್ಕಾಗಿ ಹೋರಾಟ ನಡೆಸಬೇಕು. ಮತದಾರರ ಪಟ್ಟಿ ಪರಿಷ್ಕರಣೆ ಕಾರ್ಯದಲ್ಲಿ ಸಕ್ರಿಯವಾಗಿ ಭಾಗವಹಿಸಬೇಕು ಎಂದು ಸೂಚಿಸಿದರು. ಜಿಲ್ಲೆಯ ಎಲ್ಲ ಕ್ಷೇತ್ರಗಳಲ್ಲಿ ಪಕ್ಷದ ಸದಸ್ಯತ್ವ ಅಭಿಯಾನವನ್ನು ಯಶಸ್ವಿಯಾಗಿ ನಡೆಸಲಾಗಿದ್ದು, ಹೊಸ ಸದಸ್ಯರಿಗೆ ಜವಾಬ್ದಾರಿ ನೀಡಲಾಗುವುದು ಎಂದು ತಿಳಿಸಲಾಯಿತು. [539, 470, 1065, 603]
story-body: ಜನಮಾಧ್ಯಮ, ಶಿರಸಿ: ತಾಲೂಕಿನ ಬಕ್ಕಳ ಸೇವಾ ಸಹಕಾರಿ ಸಂಘದ ವಾರ್ಷಿಕ ಮಹಾಸಭೆ ಸಂಘದ ಸಭಾಭವನದಲ್ಲಿ ನಡೆಯಿತು. ಅಧ್ಯಕ್ಷತೆ ವಹಿಸಿ ಮಾತನಾಡಿದ ಜಿ.ಎನ್. ಹೆಗಡೆ, ಸಂಘವು ಪ್ರಸಕ್ತ ಸಾಲಿನಲ್ಲಿ ಉತ್ತಮ ಲಾಭ ಗಳಿಸಿದ್ದು, ಸದಸ್ಯರಿಗೆ ಲಾಭಾಂಶ ವಿತರಿಸಲು ನಿರ್ಧರಿಸಲಾಗಿದೆ. ಸಂಘವು ಒಟ್ಟು ರೂ.1,97,59,518.52 ರಷ್ಟು ವಹಿವಾಟು ನಡೆಸಿದ್ದು, ರೂ.2,23,04,273.70 ಠೇವಣಿ ಸಂಗ್ರಹಿಸಿದೆ. ರೂ.25,44,755.18 ನಿವ್ವಳ ಲಾಭ ಗಳಿಸಲಾಗಿದೆ. ಸದಸ್ಯರಿಗೆ ರೂ.5,42,145 ಸಾಲ ವಿತರಿಸಲಾಗಿದ್ದು, ಒಟ್ಟು 2255-9 ಸದಸ್ಯರು ಸಂಘದಲ್ಲಿದ್ದಾರೆ. ಕೃಷಿ ಸಾಲ ಮರುಪಾವತಿ ಪ್ರಮಾಣ ಶೇ.100 ರಷ್ಟಿದ್ದು, ರೂ.17,38,28,697 ಸಾಲ ವಸೂಲಾತಿ ಮಾಡಲಾಗಿದೆ. ರೂ.12,05,43,033 ಸಾಲ ಬಾಕಿ ಇದೆ. ರೂ.6,99,23 ಮೊತ್ತವನ್ನು ಅಭಿವೃದ್ಧಿ ನಿಧಿಗೆ ವರ್ಗಾಯಿಸಲಾಗಿದೆ. ಸದಸ್ಯರು ಸಂಘದ ಚಟುವಟಿಕೆಗಳಲ್ಲಿ ಸಕ್ರಿಯವಾಗಿ ಭಾಗವಹಿಸಿ ಸಲಹೆ ನೀಡಬೇಕು ಎಂದರು. ಪ್ರಧಾನ ಕಾರ್ಯದರ್ಶಿ ವರದಿ ವಾಚಿಸಿದರು. ಆಡಳಿತ ಮಂಡಳಿ ಸದಸ್ಯರು ಉಪಸ್ಥಿತರಿದ್ದರು. 7.4.2026 ರಂದು ಮುಂದಿನ ಸಭೆ ನಡೆಸಲು ತೀರ್ಮಾನಿಸಲಾಯಿತು. [36, 1495, 255, 1683]
divider [35, 766, 306, 768]
newspaper-preview [855, 2244, 1420, 2462]
story-headline: ಸ.ಪ್ರ.ದ. ಕಾಲೇಜಿನಲ್ಲಿ ವಿದ್ಯಾರ್ಥಿ ಪರಿಷತ್, ವಿವಿಧ ವೇದಿಕೆ ಉದ್ಘಾಟನೆ [1078, 102, 1417, 149]
contact-label: ಸಂಪರ್ಕಿಸಿ: [116, 2455, 194, 2480]
divider [1005, 2010, 1407, 2012]
page-number: 4 [53, 42, 75, 78]
story-body: ಜನಮಾಧ್ಯಮ, ಯಲ್ಲಾಪುರ: ರಾಜ್ಯ ಸರ್ಕಾರ ಒಂದರ ಮೇಲೊಂದರಂತೆ ಜನವಿರೋಧಿ ನೀತಿಗಳನ್ನು ಜಾರಿಗೊಳಿಸುತ್ತಿದ್ದು, ರೈತರ ಬದುಕಿನ ಜೊತೆ ಚೆಲ್ಲಾಟವಾಡುತ್ತಿದೆ ಎಂದು ಬಿಜೆಪಿ ಮುಖಂಡ ಹರಿಪ್ರಕಾಶ ಕೋಣೆಮನೆ ಆರೋಪಿಸಿದರು. ಪಟ್ಟಣದಲ್ಲಿ ನಡೆದ ಪ್ರತಿಭಟನೆಯಲ್ಲಿ ಮಾತನಾಡಿದ ಅವರು, ಬೆಳೆ ವಿಮೆ ಪರಿಹಾರ ಸಕಾಲಕ್ಕೆ ಬಿಡುಗಡೆಯಾಗುತ್ತಿಲ್ಲ. ರಸಗೊಬ್ಬರ ಪೂರೈಕೆಯಲ್ಲಿ ಕೊರತೆಯಾಗಿದ್ದು ರೈತರು ಸಂಕಷ್ಟ ಎದುರಿಸುತ್ತಿದ್ದಾರೆ. ಕೃಷಿ ಉತ್ಪನ್ನಗಳಿಗೆ ಬೆಂಬಲ ಬೆಲೆ ಘೋಷಿಸಿದರೂ ಖರೀದಿ ಕೇಂದ್ರ ತೆರೆಯುವಲ್ಲಿ ವಿಳಂಬವಾಗಿದೆ. ಅಡಿಕೆ ಬೆಳೆಗಾರರ ಸಮಸ್ಯೆಗಳಿಗೆ ಸರ್ಕಾರ ಸ್ಪಂದಿಸುತ್ತಿಲ್ಲ ಎಂದರು. 13 ತಾಲೂಕು ಕೇಂದ್ರಗಳಲ್ಲಿ ಪ್ರತಿಭಟನೆ ನಡೆಸಲಾಗುತ್ತಿದ್ದು, ಸರ್ಕಾರ ಕೂಡಲೇ ರೈತಪರ ನಿರ್ಧಾರ ಕೈಗೊಳ್ಳಬೇಕು. ಇಲ್ಲದಿದ್ದರೆ ಹೋರಾಟ ತೀವ್ರಗೊಳಿಸಲಾಗುವುದು ಎಂದು ಎಚ್ಚರಿಸಿದರು. ಪಕ್ಷದ ಮಂಡಲ ಅಧ್ಯಕ್ಷರು, ಪದಾಧಿಕಾರಿಗಳು, ರೈತ ಮೋರ್ಚಾ ಪ್ರಮುಖರು ಹಾಗೂ ಕಾರ್ಯಕರ್ತರು ಪಾಲ್ಗೊಂಡಿದ್ದರು. ನಂತರ ತಹಶೀಲ್ದಾರರ ಮೂಲಕ ಮುಖ್ಯಮಂತ್ರಿಗಳಿಗೆ ಮನವಿ ಸಲ್ಲಿಸಲಾಯಿತು. ಕಾರ್ಯಕರ್ತರು ಸರ್ಕಾರದ ವಿರುದ್ಧ ಘೋಷಣೆ ಕೂಗಿದರು. [36, 1863, 255, 2051]
story-body: ಜನಮಾಧ್ಯಮ, ಸಿದ್ದಾಪುರ: ಅಡಿಕೆ ಬೆಳೆಯಲ್ಲಿ ಕಾಣಿಸಿಕೊಳ್ಳುತ್ತಿರುವ ಎಲೆಚುಕ್ಕೆ ಹಾಗೂ ಕೊಳೆ ರೋಗಗಳ ನಿರ್ವಹಣೆಗೆ ಸರ್ಕಾರದಿಂದ ಸಹಾಯಧನ ನೀಡಲು ಕ್ರಮ ಕೈಗೊಳ್ಳಲಾಗಿದ್ದು, 2026-27ನೇ ಸಾಲಿನಲ್ಲಿ ಅರ್ಹ ಅಡಿಕೆ ಬೆಳೆಗಾರರು ಗರಿಷ್ಠ 2 ಹೆಕ್ಟೇರ್ ಪ್ರದೇಶಕ್ಕೆ ಸೌಲಭ್ಯ ಪಡೆಯಬಹುದಾಗಿದೆ ಎಂದು ತೋಟಗಾರಿಕೆ ಇಲಾಖೆಯ ಹಿರಿಯ ಸಹಾಯಕ ನಿರ್ದೇಶಕರು ಪ್ರಕಟಣೆಯಲ್ಲಿ ತಿಳಿಸಿದ್ದಾರೆ. ರಾಜ್ಯ ವಲಯ ಯೋಜನೆಯಡಿ ರೋಗ ನಿಯಂತ್ರಣಕ್ಕೆ ಅಗತ್ಯವಿರುವ ಶಿಲೀಂಧ್ರನಾಶಕ ಮತ್ತು ಸಸ್ಯ ಸಂರಕ್ಷಣಾ ಔಷಧಿಗಳ ಖರೀದಿಗೆ ಪ್ರತಿ ಹೆಕ್ಟೇರ್‌ಗೆ ರೂ.30 ರಷ್ಟು ಸಹಾಯಧನ ದೊರೆಯಲಿದ್ದು, ರೂ.1,500 ಗರಿಷ್ಠ ಮಿತಿಯೊಳಗೆ ನೀಡಲಾಗುವುದು. ರಾಷ್ಟ್ರೀಯ ತೋಟಗಾರಿಕೆ ಮಿಷನ್ ಯೋಜನೆಯಡಿ ಪ್ರತಿ ಹೆಕ್ಟೇರ್‌ಗೆ ರೂ.3,000 ನೆರವು ನೀಡಲಾಗುತ್ತದೆ. ಆಸಕ್ತ ರೈತರು ಅಗತ್ಯ ದಾಖಲೆಗಳೊಂದಿಗೆ ಹತ್ತಿರದ ತೋಟಗಾರಿಕೆ ಕಚೇರಿಗೆ ಅರ್ಜಿ ಸಲ್ಲಿಸಬೇಕು. ಹೆಚ್ಚಿನ ಮಾಹಿತಿಗಾಗಿ ಇಲಾಖೆಯ ಕಚೇರಿಯನ್ನು ಸಂಪರ್ಕಿಸಬಹುದು ಎಂದು ಪ್ರಕಟಣೆಯಲ್ಲಿ ತಿಳಿಸಲಾಗಿದೆ. [35, 162, 306, 295]
story-headline: ಸ್ಟಾರ್ಟ್ ಇಂಡಿಯಾ ಹ್ಯಾಕಥಾನ್ ಪೂರ್ವಭಾವಿ ಸ್ಪರ್ಧೆಯಲ್ಲಿ ವಿಡಿಐಟಿ ವಿದ್ಯಾರ್ಥಿಗಳು ಭಾಗಿ [1078, 668, 1408, 715]
left-column [35, 98, 306, 1095]
photo-farmers-protest [266, 1861, 684, 2007]
lead-story [318, 100, 1065, 1088]
paper-masthead: ಜನಮಾಧ್ಯಮ [865, 2254, 1067, 2308]
phone-icon: ☎ [64, 2446, 105, 2483]
story-body: ಜನಮಾಧ್ಯಮ, ಶಿರಸಿ: ನಗರದಲ್ಲಿ ಮಂಗಳವಾರ ಆಯೋಜಿಸಲಾಗಿದ್ದ ಬಿಜೆಪಿ ಜಿಲ್ಲಾ ಕಾರ್ಯಕಾರಿಣಿ ಸಭೆಯಲ್ಲಿ ಪಕ್ಷದ ಪದಾಧಿಕಾರಿಗಳು ಹಾಗೂ ಕ್ಷೇತ್ರದ ಚುನಾವಣೆಯ ಸಿದ್ಧತೆ ಕುರಿತು ಸಮಗ್ರ ಚರ್ಚೆ ನಡೆಸಲಾಯಿತು. ಪ್ರಧಾನ ವೇದಿಕೆಯಲ್ಲಿ ಮಾತನಾಡಿದ ಸಂಸದರು ಕಳೆದ 25 ವರ್ಷಗಳ ಬಳಿಕ ಆರ್ಥಿಕ ಅಭಿವೃದ್ಧಿ ಹಿನ್ನಡೆ ಕಂಡಿದೆ ಎಂದು ಟೀಕಿಸಿದರು. ರಾಜ್ಯ ಸರ್ಕಾರದ ಆಡಳಿತ ವೈಫಲ್ಯಗಳನ್ನು ಜನರ ಮುಂದಿಡುವ ಕೆಲಸ ಕಾರ್ಯಕರ್ತರಿಂದ ಆಗಬೇಕು. ಗ್ರಾಮೀಣ ಭಾಗದ ರಸ್ತೆಗಳು ಹದಗೆಟ್ಟಿದ್ದು, ಅಭಿವೃದ್ಧಿ ಕಾಮಗಾರಿಗಳು ಸ್ಥಗಿತಗೊಂಡಿವೆ. ರೈತರಿಗೆ ಸಿಗಬೇಕಾದ ಸೌಲಭ್ಯಗಳು ಸಕಾಲಕ್ಕೆ ತಲುಪುತ್ತಿಲ್ಲ ಎಂದು ಆರೋಪಿಸಿದರು. ಪಕ್ಷ ಸಂಘಟನೆಯನ್ನು ಬೂತ್ ಮಟ್ಟದಿಂದ ಬಲಪಡಿಸಬೇಕು. ಕೇಂದ್ರ ಸರ್ಕಾರದ ಯೋಜನೆಗಳನ್ನು ಮನೆಮನೆಗೆ ತಲುಪಿಸುವ ಮೂಲಕ ಜನಜಾಗೃತಿ ಮೂಡಿಸಬೇಕು ಎಂದು ಕರೆ ನೀಡಿದರು. ಜಿಲ್ಲಾಧ್ಯಕ್ಷರು ಮಾತನಾಡಿ, ಮುಂಬರುವ ಸ್ಥಳೀಯ ಸಂಸ್ಥೆಗಳ ಚುನಾವಣೆಯಲ್ಲಿ ಪಕ್ಷ ಹೆಚ್ಚಿನ ಸ್ಥಾನ ಗೆಲ್ಲಲು ಕಾರ್ಯಕರ್ತರು ಒಗ್ಗಟ್ಟಿನಿಂದ ಶ್ರಮಿಸಬೇಕು. ಯುವಕರು ಹಾಗೂ ಮಹಿಳೆಯರನ್ನು ಪಕ್ಷದ ಚಟುವಟಿಕೆಗಳಲ್ಲಿ ತೊಡಗಿಸಿಕೊಳ್ಳಬೇಕು ಎಂದರು. ಸಭೆಯಲ್ಲಿ ವಿವಿಧ ಮಂಡಲಗಳ ಅಧ್ಯಕ್ಷರು, ಪ್ರಧಾನ ಕಾರ್ಯದರ್ಶಿಗಳು, ಶಾಸಕರು ಹಾಗೂ ಪ್ರಮುಖ ಮುಖಂಡರು ಉಪಸ್ಥಿತರಿದ್ದರು. ಸಂಘಟನಾತ್ಮಕ ವಿಷಯಗಳ ಕುರಿತು ನಿರ್ಣಯಗಳನ್ನು ಅಂಗೀಕರಿಸಲಾಯಿತು. ಪಕ್ಷದ ಹಿರಿಯ ಮುಖಂಡರು ಸರ್ಕಾರದ ಗ್ಯಾರಂಟಿ ಯೋಜನೆಗಳ ಹೆಸರಿನಲ್ಲಿ ಅಭಿವೃದ್ಧಿ ಕಾರ್ಯಗಳಿಗೆ ಅನುದಾನ ಕಡಿತಗೊಳಿಸಲಾಗಿದೆ ಎಂದು ಆರೋಪಿಸಿದರು. ಕಾರ್ಯಕರ್ತರು ಜನಸಾಮಾನ್ಯರ ಸಮಸ್ಯೆಗಳನ್ನು ಆಲಿಸಿ ಅವುಗಳ ಪರಿಹಾರಕ್ಕಾಗಿ ಹೋರಾಟ ನಡೆಸಬೇಕು. ಮತದಾರರ ಪಟ್ಟಿ ಪರಿಷ್ಕರಣೆ ಕಾರ್ಯದಲ್ಲಿ ಸಕ್ರಿಯವಾಗಿ ಭಾಗವಹಿಸಬೇಕು ಎಂದು ಸೂಚಿಸಿದರು. ಜಿಲ್ಲೆಯ ಎಲ್ಲ ಕ್ಷೇತ್ರಗಳಲ್ಲಿ ಪಕ್ಷದ ಸದಸ್ಯತ್ವ ಅಭಿಯಾನವನ್ನು ಯಶಸ್ವಿಯಾಗಿ ನಡೆಸಲಾಗಿದ್ದು, ಹೊಸ ಸದಸ್ಯರಿಗೆ ಜವಾಬ್ದಾರಿ ನೀಡಲಾಗುವುದು ಎಂದು ತಿಳಿಸಲಾಯಿತು. [318, 188, 528, 525]
paper-tagline: ಜನಪರ ಧ್ವನಿ [984, 2246, 1021, 2256]
website-line[interactable] [91, 73, 251, 86]
ad-line-3: ಗರಿಷ್ಠ ಪ್ರಯೋಜನ ಪಡೆಯಿರಿ [339, 2333, 553, 2360]
